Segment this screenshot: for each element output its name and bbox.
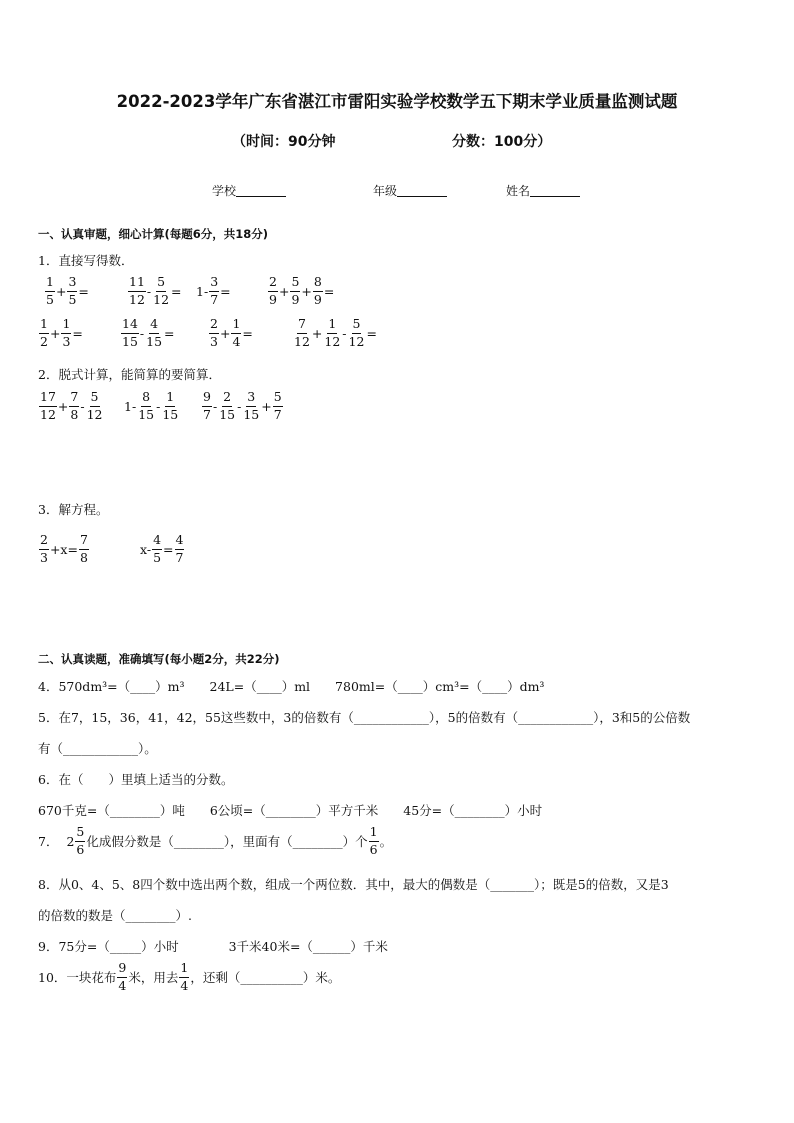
- section2-heading: 二、认真读题，准确填写(每小题2分，共22分): [38, 652, 280, 666]
- info-school: 学校: [212, 182, 286, 199]
- page-title: 2022-2023学年广东省湛江市雷阳实验学校数学五下期末学业质量监测试题: [116, 92, 678, 111]
- q1-expr-5: $\frac{1}{2}$ + $\frac{1}{3}$ =: [40, 316, 83, 349]
- info-name: 姓名: [506, 182, 580, 199]
- q2-text: 2．脱式计算，能简算的要简算．: [38, 367, 221, 382]
- q5-text-line1: 5．在7，15，36，41，42，55这些数中，3的倍数有（____________），5的倍数有（____________），3和5的公倍数: [38, 710, 691, 725]
- q6-text: 6．在（ ）里填上适当的分数。: [38, 772, 234, 787]
- q8-text-line1: 8．从0、4、5、8四个数中选出两个数，组成一个两位数．其中，最大的偶数是（_______）；既是5的倍数，又是3: [38, 877, 669, 892]
- q1-expr-2: $\frac{11}{12}$ - $\frac{5}{12}$ =: [129, 274, 182, 307]
- q3-text: 3．解方程。: [38, 502, 109, 517]
- q2-expr-1: $\frac{17}{12}$ + $\frac{7}{8}$ - $\frac{5}{12}$: [40, 389, 103, 422]
- q1-text: 1．直接写得数．: [38, 253, 134, 268]
- q8-text-line2: 的倍数的数是（________）.: [38, 908, 192, 923]
- q1-expr-7: $\frac{2}{3}$ + $\frac{1}{4}$ =: [210, 316, 253, 349]
- subtitle-time: （时间：90分钟: [232, 134, 336, 150]
- q2-expr-2: 1- $\frac{8}{15}$ - $\frac{1}{15}$: [124, 389, 179, 422]
- section1-heading: 一、认真审题，细心计算(每题6分，共18分): [38, 227, 269, 241]
- q2-expr-3: $\frac{9}{7}$ - $\frac{2}{15}$ - $\frac{3}{15}$ + $\frac{5}{7}$: [203, 389, 282, 422]
- q6-blanks: 670千克=（________）吨 6公顷=（________）平方千米 45分=（________）小时: [38, 803, 543, 818]
- q5-text-line2: 有（____________）。: [38, 741, 157, 756]
- subtitle-score: 分数：100分）: [452, 134, 552, 150]
- q1-expr-8: $\frac{7}{12}$ + $\frac{1}{12}$ - $\frac{5}{12}$ =: [294, 316, 377, 349]
- q3-equation-1: $\frac{2}{3}$ +x= $\frac{7}{8}$: [40, 532, 88, 565]
- q9-text: 9．75分=（_____）小时 3千米40米=（______）千米: [38, 939, 388, 954]
- q1-expr-3: 1- $\frac{3}{7}$ =: [196, 274, 231, 307]
- q4-text: 4．570dm³=（____）m³ 24L=（____）ml 780ml=（____）cm³=（____）dm³: [38, 679, 545, 694]
- q10-text: 10．一块花布 $\frac{9}{4}$ 米，用去 $\frac{1}{4}$ ，还剩（__________）米。: [38, 960, 341, 993]
- q1-expr-1: $\frac{1}{5}$ + $\frac{3}{5}$ =: [46, 274, 89, 307]
- q1-expr-4: $\frac{2}{9}$ + $\frac{5}{9}$ + $\frac{8}{9}$ =: [269, 274, 335, 307]
- q1-expr-6: $\frac{14}{15}$ - $\frac{4}{15}$ =: [122, 316, 175, 349]
- q7-text: 7． 2 $\frac{5}{6}$ 化成假分数是（________），里面有（________）个 $\frac{1}{6}$ 。: [38, 824, 393, 857]
- q3-equation-2: x- $\frac{4}{5}$ = $\frac{4}{7}$: [140, 532, 184, 565]
- info-grade: 年级: [373, 182, 447, 199]
